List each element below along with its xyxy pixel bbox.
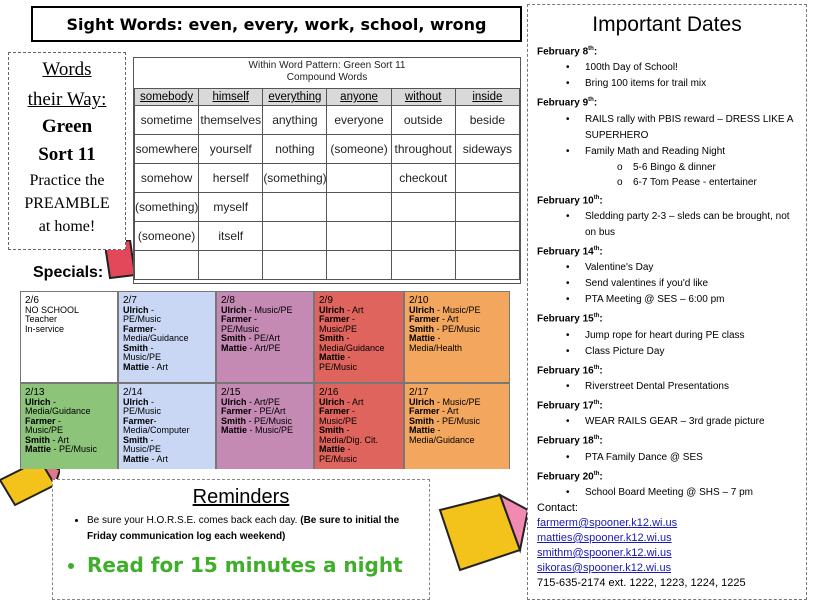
date-subitem: o 6-7 Tom Pease - entertainer <box>537 175 800 190</box>
specials-line: Ulrich - Art <box>319 304 364 315</box>
word-sort-cell: outside <box>391 106 455 135</box>
specials-line: Farmer - Art <box>409 406 459 416</box>
date-heading: February 10th: <box>537 194 603 206</box>
specials-line: Ulrich - Music/PE <box>409 304 481 315</box>
date-item: • Sledding party 2-3 – sleds can be brought, not on bus <box>537 209 800 241</box>
date-item: • Jump rope for heart during PE class <box>537 328 800 344</box>
wtw-line-2: their Way: <box>27 89 107 110</box>
word-sort-cell: (something) <box>263 164 327 193</box>
specials-line: Media/Guidance <box>25 406 91 416</box>
word-sort-column-header: without <box>391 89 455 106</box>
specials-day-cell <box>118 383 216 469</box>
date-heading: February 15th: <box>537 313 603 325</box>
date-heading: February 14th: <box>537 245 603 258</box>
word-sort-cell <box>263 222 327 251</box>
date-heading: February 20th: <box>537 470 603 482</box>
specials-line: Smith - <box>123 342 154 353</box>
date-item: • PTA Family Dance @ SES <box>537 450 800 466</box>
specials-date: 2/15 <box>221 387 241 398</box>
word-sort-cell <box>391 193 455 222</box>
word-sort-row <box>135 164 520 193</box>
word-sort-column-header: himself <box>199 89 263 106</box>
date-item: • WEAR RAILS GEAR – 3rd grade picture <box>537 414 800 430</box>
date-item: • 100th Day of School! <box>537 60 800 76</box>
specials-line: Smith - <box>123 434 154 445</box>
specials-line: PE/Music <box>123 406 162 416</box>
word-sort-cell: somewhere <box>135 135 199 164</box>
specials-line: PE/Music <box>319 361 358 372</box>
important-dates-title: Important Dates <box>592 13 742 36</box>
word-sort-cell: (someone) <box>327 135 391 164</box>
specials-line: Mattie - PE/Music <box>25 444 98 454</box>
wtw-line-1: Words <box>42 59 92 80</box>
specials-line: Media/Guidance <box>319 342 385 353</box>
specials-date: 2/17 <box>409 387 429 398</box>
specials-line: Media/Health <box>409 342 463 353</box>
specials-day-cell <box>404 291 510 383</box>
specials-line: Ulrich - <box>123 396 155 407</box>
specials-line: Farmer - <box>25 415 62 426</box>
specials-line: Music/PE <box>319 323 358 334</box>
specials-line: Mattie - <box>409 333 441 343</box>
specials-line: Farmer- <box>123 415 157 426</box>
word-sort-cell <box>455 164 519 193</box>
word-sort-cell: sideways <box>455 135 519 164</box>
contact-email-link[interactable]: sikoras@spooner.k12.wi.us <box>537 561 672 574</box>
specials-line: Music/PE <box>123 444 162 454</box>
word-sort-cell: (something) <box>135 193 199 222</box>
date-heading: February 18th: <box>537 435 603 447</box>
word-sort-cell <box>263 251 327 280</box>
word-sort-header-1: Within Word Pattern: Green Sort 11 <box>248 60 406 71</box>
sight-words-banner <box>31 6 522 42</box>
specials-line: Ulrich - Art <box>319 396 364 407</box>
specials-line: Smith - PE/Music <box>409 415 481 426</box>
specials-line: Smith - PE/Music <box>409 323 481 334</box>
word-sort-cell: beside <box>455 106 519 135</box>
date-heading: February 17th: <box>537 399 603 412</box>
word-sort-cell: everyone <box>327 106 391 135</box>
word-sort-cell <box>327 222 391 251</box>
important-dates-list <box>528 41 806 501</box>
date-item: • School Board Meeting @ SHS – 7 pm <box>537 485 800 501</box>
specials-line: Mattie - Art <box>123 453 169 464</box>
word-sort-cell <box>327 251 391 280</box>
specials-day-cell <box>216 291 314 383</box>
word-sort-cell <box>327 193 391 222</box>
word-sort-cell: throughout <box>391 135 455 164</box>
specials-date: 2/13 <box>25 387 45 398</box>
specials-date: 2/10 <box>409 295 429 306</box>
specials-line: Mattie - Art/PE <box>221 342 281 353</box>
specials-line: Smith - <box>319 425 350 435</box>
word-sort-cell: (someone) <box>135 222 199 251</box>
specials-line: Music/PE <box>123 352 162 362</box>
date-heading: February 8th: <box>537 46 598 58</box>
specials-line: PE/Music <box>221 323 260 334</box>
specials-line: Mattie - <box>319 444 351 454</box>
word-sort-row <box>135 251 520 280</box>
date-item: • Class Picture Day <box>537 344 800 360</box>
specials-line: Farmer - PE/Art <box>221 406 286 416</box>
word-sort-cell <box>327 164 391 193</box>
date-item: • RAILS rally with PBIS reward – DRESS LIKE A SUPERHERO <box>537 112 800 144</box>
word-sort-header-2: Compound Words <box>286 72 368 83</box>
word-sort-cell <box>199 251 263 280</box>
important-dates-box <box>527 4 807 600</box>
word-sort-cell: themselves <box>199 106 263 135</box>
specials-line: PE/Music <box>123 314 162 324</box>
date-item: • Family Math and Reading Night <box>537 144 800 160</box>
word-sort-column-header: everything <box>263 89 327 106</box>
date-item: • Send valentines if you'd like <box>537 276 800 292</box>
specials-calendar <box>20 291 510 469</box>
word-sort-cell <box>391 222 455 251</box>
specials-line: Ulrich - <box>25 396 57 407</box>
reminder-item-1-text: Be sure your H.O.R.S.E. comes back each day. <box>87 515 301 526</box>
contact-label: Contact: <box>537 501 578 514</box>
contact-email-link[interactable]: smithm@spooner.k12.wi.us <box>537 546 672 559</box>
specials-date: 2/14 <box>123 387 143 398</box>
word-sort-cell <box>135 251 199 280</box>
wtw-line-4: Sort 11 <box>38 144 96 165</box>
word-sort-grid <box>134 88 520 280</box>
specials-label: Specials: <box>33 264 104 281</box>
sight-words-text: Sight Words: even, every, work, school, wrong <box>66 14 487 34</box>
specials-line: Ulrich - <box>123 304 155 315</box>
word-sort-cell: anything <box>263 106 327 135</box>
specials-line: Ulrich - Music/PE <box>409 396 481 407</box>
specials-line: Mattie - <box>409 425 441 435</box>
specials-line: Smith - <box>319 333 350 343</box>
specials-line: Music/PE <box>25 425 64 435</box>
word-sort-cell <box>263 193 327 222</box>
reminder-item <box>87 513 429 545</box>
specials-day-cell <box>216 383 314 469</box>
word-sort-column-header: anyone <box>327 89 391 106</box>
specials-line: Farmer - Art <box>409 314 459 324</box>
specials-line: Ulrich - Art/PE <box>221 396 281 407</box>
contact-email-link[interactable]: farmerm@spooner.k12.wi.us <box>537 516 678 529</box>
contact-email-link[interactable]: matties@spooner.k12.wi.us <box>537 531 672 544</box>
word-sort-row <box>135 135 520 164</box>
specials-line: Smith - Art <box>25 434 70 445</box>
word-sort-column-header: somebody <box>135 89 199 106</box>
specials-line: Media/Computer <box>123 425 190 435</box>
date-item: • Bring 100 items for trail mix <box>537 76 800 92</box>
specials-line: Farmer- <box>123 323 157 334</box>
word-sort-cell: myself <box>199 193 263 222</box>
contact-phone: 715-635-2174 ext. 1222, 1223, 1224, 1225 <box>537 576 746 589</box>
word-sort-cell <box>455 193 519 222</box>
pencil-decoration-right <box>430 490 530 580</box>
specials-line: PE/Music <box>319 453 358 464</box>
words-their-way-box <box>8 52 126 250</box>
specials-line: Farmer - <box>319 314 356 324</box>
specials-day-cell <box>314 383 404 469</box>
specials-line: Media/Guidance <box>123 333 189 343</box>
specials-line: Media/Dig. Cit. <box>319 434 379 445</box>
reminder-item-read: • Read for 15 minutes a night <box>87 553 429 577</box>
specials-day-cell <box>20 383 118 469</box>
word-sort-cell: checkout <box>391 164 455 193</box>
date-item: • Riverstreet Dental Presentations <box>537 379 800 395</box>
word-sort-cell: yourself <box>199 135 263 164</box>
word-sort-cell: herself <box>199 164 263 193</box>
specials-day-cell <box>20 291 118 383</box>
reminder-item-1-bold: (Be sure to initial the Friday communication log each weekend) <box>87 515 400 542</box>
word-sort-table <box>133 57 521 284</box>
word-sort-cell: sometime <box>135 106 199 135</box>
date-heading: February 16th: <box>537 364 603 376</box>
word-sort-cell: nothing <box>263 135 327 164</box>
specials-line: Mattie - <box>319 352 351 362</box>
word-sort-row <box>135 222 520 251</box>
reminders-title: Reminders <box>192 486 290 508</box>
reminders-box <box>52 479 430 600</box>
specials-line: Farmer - <box>319 406 356 416</box>
wtw-line-5: Practice the <box>29 172 105 189</box>
specials-line: Smith - PE/Music <box>221 415 293 426</box>
word-sort-row <box>135 106 520 135</box>
word-sort-cell: somehow <box>135 164 199 193</box>
specials-date: 2/7 <box>123 295 137 306</box>
specials-line: Mattie - Music/PE <box>221 425 294 435</box>
word-sort-header <box>134 58 520 88</box>
specials-line: Music/PE <box>319 415 358 426</box>
wtw-line-3: Green <box>41 116 93 137</box>
word-sort-cell <box>391 251 455 280</box>
specials-line: NO SCHOOL <box>25 304 80 315</box>
specials-line: Teacher <box>25 314 58 324</box>
specials-day-cell <box>314 291 404 383</box>
specials-day-cell <box>118 291 216 383</box>
specials-line: Farmer - <box>221 314 258 324</box>
wtw-line-6: PREAMBLE <box>24 195 110 212</box>
specials-date: 2/6 <box>25 295 39 306</box>
specials-line: In-service <box>25 323 65 334</box>
date-heading: February 9th: <box>537 97 598 109</box>
word-sort-cell <box>455 222 519 251</box>
word-sort-cell <box>455 251 519 280</box>
date-item: • PTA Meeting @ SES – 6:00 pm <box>537 292 800 308</box>
specials-line: Ulrich - Music/PE <box>221 304 293 315</box>
date-subitem: o 5-6 Bingo & dinner <box>537 160 800 175</box>
word-sort-row <box>135 193 520 222</box>
wtw-line-7: at home! <box>38 218 96 235</box>
specials-line: Mattie - Art <box>123 361 169 372</box>
specials-day-cell <box>404 383 510 469</box>
specials-date: 2/16 <box>319 387 339 398</box>
specials-line: Media/Guidance <box>409 434 475 445</box>
specials-date: 2/8 <box>221 295 235 306</box>
specials-date: 2/9 <box>319 295 333 306</box>
word-sort-column-header: inside <box>455 89 519 106</box>
date-item: • Valentine's Day <box>537 260 800 276</box>
word-sort-cell: itself <box>199 222 263 251</box>
specials-line: Smith - PE/Art <box>221 333 281 343</box>
